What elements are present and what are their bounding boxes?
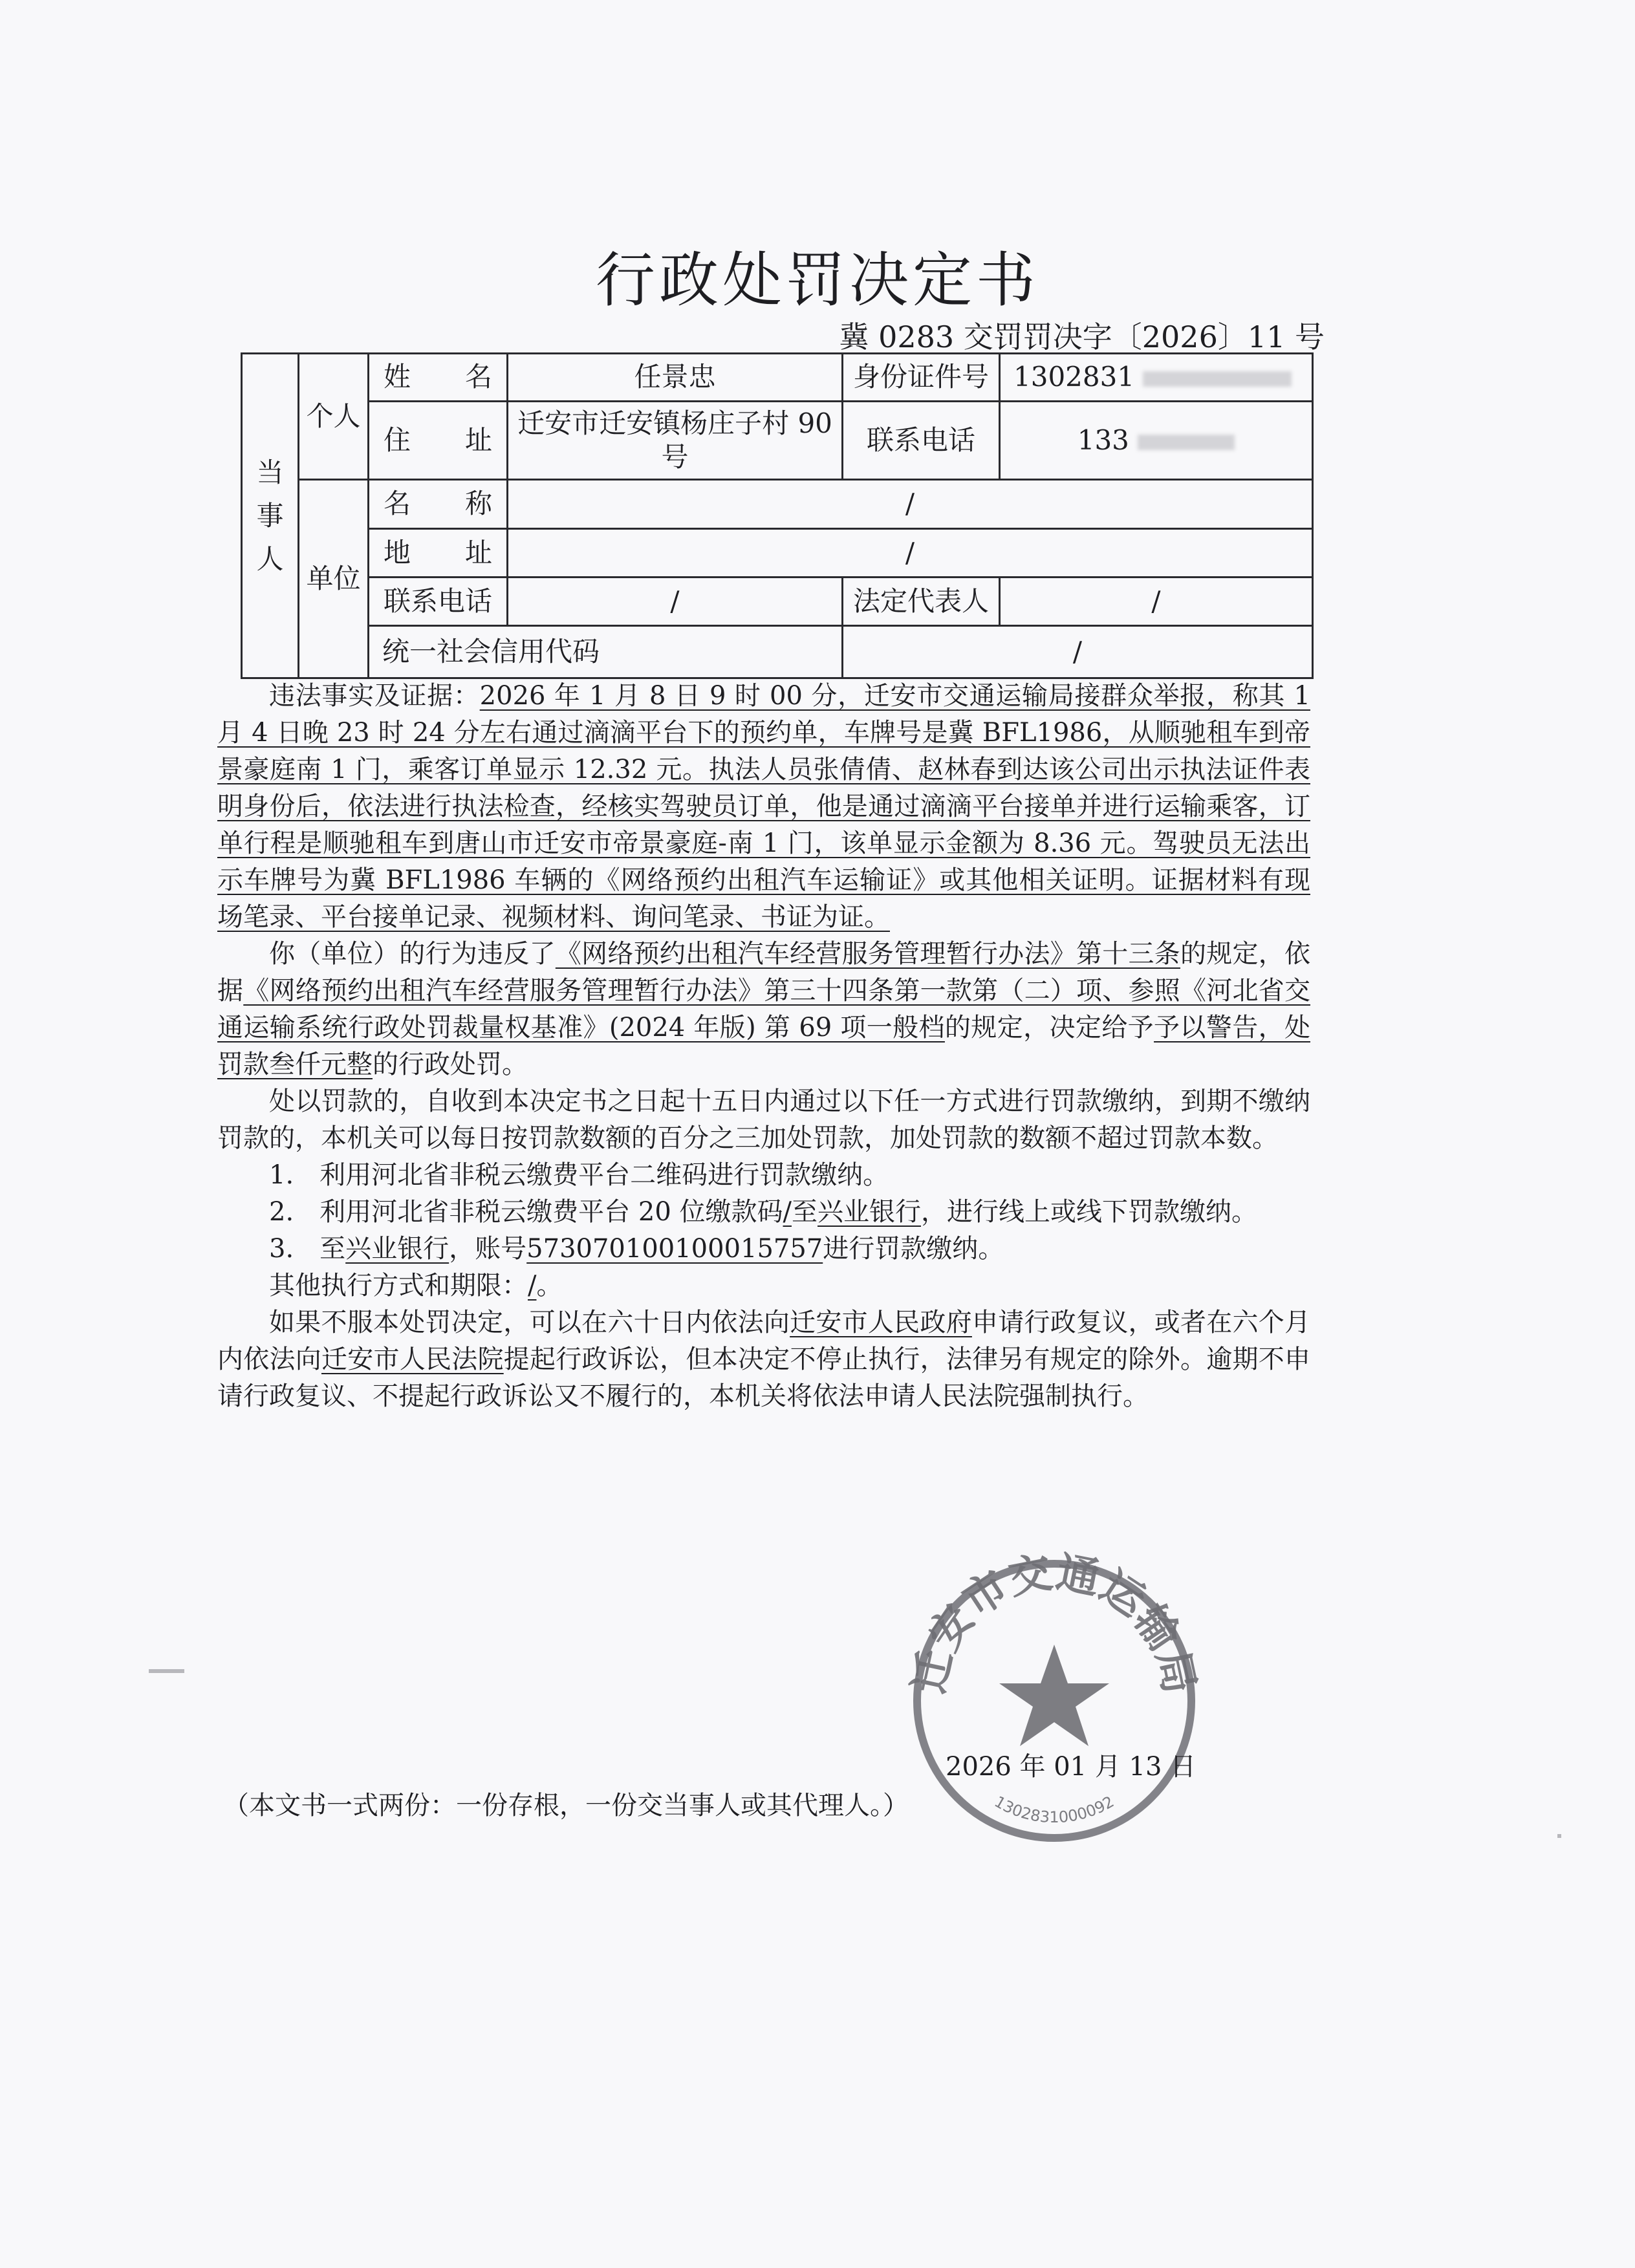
name-value: 任景忠: [508, 354, 843, 402]
decision-text: 的行政处罚。: [373, 1050, 528, 1079]
unit-phone-value: /: [508, 578, 843, 626]
decision-paragraph: [217, 936, 1310, 1083]
unit-label: 单位: [299, 480, 369, 678]
party-label: 当事人: [242, 354, 299, 678]
name-label: 姓 名: [369, 354, 508, 402]
appeal-text: 申请行政复议，或者在六个月内依法向: [217, 1308, 1311, 1374]
other-value: /: [528, 1271, 537, 1301]
other-execution: [217, 1268, 1310, 1304]
payment-method-3: [217, 1231, 1310, 1268]
facts-text: 2026 年 1 月 8 日 9 时 00 分，迁安市交通运输局接群众举报，称其 1 月 4 日晚 23 时 24 分左右通过滴滴平台下的预约单，车牌号是冀 BFL1986，从顺驰租车到帝景豪庭南 1 门，乘客订单显示 12.32 元。执法人员张倩倩、赵林春到达该公司出示执法证件表明身份后，依法进行执法检查，经核实驾驶员订单，他是通过滴滴平台接单并进行运输乘客，订单行程是顺驰租车到唐山市迁安市帝景豪庭-南 1 门，该单显示金额为 8.36 元。驾驶员无法出示车牌号为冀 BFL1986 车辆的《网络预约出租汽车运输证》或其他相关证明。证据材料有现场笔录、平台接单记录、视频材料、询问笔录、书证为证。: [217, 681, 1310, 932]
footer-note: （本文书一式两份：一份存根，一份交当事人或其代理人。）: [223, 1791, 909, 1820]
facts-paragraph: [217, 678, 1310, 936]
credit-code-value: /: [843, 626, 1313, 678]
scan-mark: [149, 1669, 184, 1673]
payment-text: 进行罚款缴纳。: [823, 1234, 1004, 1264]
account-number: 573070100100015757: [526, 1234, 823, 1264]
unit-phone-label: 联系电话: [369, 578, 508, 626]
appeal-text: 提起行政诉讼，但本决定不停止执行，法律另有规定的除外。逾期不申请行政复议、不提起行政诉讼又不履行的，本机关将依法申请人民法院强制执行。: [217, 1345, 1311, 1411]
payment-method-1: 1. 利用河北省非税云缴费平台二维码进行罚款缴纳。: [269, 1160, 889, 1190]
document-number: 冀 0283 交罚罚决字〔2026〕11 号: [839, 319, 1325, 354]
payment-text: ，进行线上或线下罚款缴纳。: [920, 1197, 1257, 1227]
phone-label: 联系电话: [843, 402, 1000, 480]
facts-label: 违法事实及证据：: [269, 681, 480, 711]
basis-law: 《网络预约出租汽车经营服务管理暂行办法》第三十四条第一款第（二）项、参照《河北省交通运输系统行政处罚裁量权基准》(2024 年版) 第 69 项一般档: [217, 976, 1311, 1042]
svg-text:1302831000092: [991, 1793, 1117, 1826]
issue-date: 2026 年 01 月 13 日: [946, 1752, 1196, 1782]
payment-intro: 处以罚款的，自收到本决定书之日起十五日内通过以下任一方式进行罚款缴纳，到期不缴纳罚款的，本机关可以每日按罚款数额的百分之三加处罚款，加处罚款的数额不超过罚款本数。: [217, 1086, 1310, 1153]
unit-address-label: 地 址: [369, 528, 508, 577]
legal-rep-value: /: [1000, 578, 1313, 626]
payment-method-2: [217, 1194, 1310, 1231]
redaction-mark: [1138, 435, 1235, 450]
decision-text: 的规定，依据: [217, 939, 1311, 1006]
payment-bank: 兴业银行: [817, 1197, 921, 1227]
payment-text: 2. 利用河北省非税云缴费平台 20 位缴款码: [269, 1197, 783, 1227]
seal-text: 迁安市交通运输局: [904, 1549, 1205, 1698]
payment-code: /: [783, 1197, 792, 1227]
violated-law: 《网络预约出租汽车经营服务管理暂行办法》第十三条: [555, 939, 1180, 969]
court-name: 迁安市人民法院: [321, 1345, 504, 1374]
party-info-table: [241, 352, 1314, 679]
payment-bank: 兴业银行: [345, 1234, 449, 1264]
other-text: 。: [536, 1271, 563, 1301]
phone-value-text: 133: [1077, 424, 1129, 457]
unit-address-value: /: [508, 528, 1313, 577]
id-label: 身份证件号: [843, 354, 1000, 402]
appeal-paragraph: [217, 1304, 1310, 1415]
payment-text: 至: [791, 1197, 817, 1227]
payment-text: 3. 至: [269, 1234, 346, 1264]
decision-text: 你（单位）的行为违反了: [269, 939, 556, 969]
appeal-text: 如果不服本处罚决定，可以在六十日内依法向: [269, 1308, 790, 1337]
phone-value: [1000, 402, 1313, 480]
individual-label: 个人: [299, 354, 369, 480]
document-title: 行政处罚决定书: [595, 246, 1039, 315]
address-value: 迁安市迁安镇杨庄子村 90 号: [508, 402, 843, 480]
unit-name-label: 名 称: [369, 480, 508, 528]
official-seal: [902, 1549, 1206, 1853]
redaction-mark: [1143, 371, 1292, 387]
other-label: 其他执行方式和期限：: [269, 1271, 528, 1301]
unit-name-value: /: [508, 480, 1313, 528]
address-label: 住 址: [369, 402, 508, 480]
scan-mark: [1557, 1834, 1561, 1838]
credit-code-label: 统一社会信用代码: [369, 626, 843, 678]
legal-rep-label: 法定代表人: [843, 578, 1000, 626]
review-authority: 迁安市人民政府: [790, 1308, 972, 1337]
seal-code: 1302831000092: [991, 1792, 1118, 1827]
document-body: [217, 678, 1310, 1415]
star-icon: [999, 1645, 1109, 1746]
payment-text: ，账号: [449, 1234, 527, 1264]
decision-text: 的规定，决定给予: [944, 1013, 1154, 1042]
id-value: [1000, 354, 1313, 402]
id-value-text: 1302831: [1013, 361, 1135, 393]
penalty-text: 予以警告，处罚款叁仟元整: [217, 1013, 1310, 1079]
